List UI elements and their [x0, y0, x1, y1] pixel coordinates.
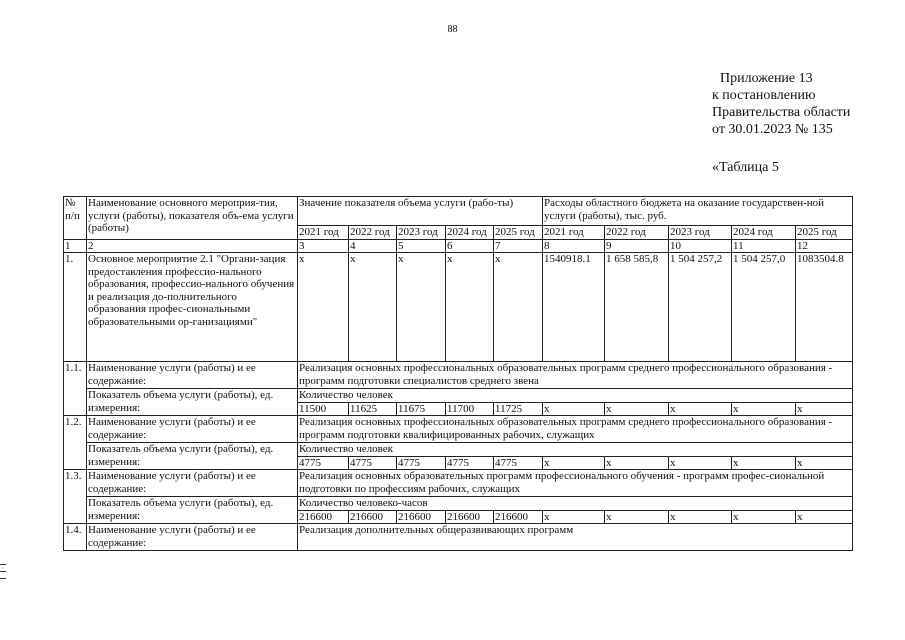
- header-expense-year: 2021 год: [543, 226, 605, 240]
- header-volume-year: 2024 год: [446, 226, 494, 240]
- volume-cell: 11700: [446, 402, 494, 416]
- row-num: 1.4.: [64, 524, 87, 551]
- column-number: 1: [64, 239, 87, 253]
- header-expense-year: 2022 год: [605, 226, 669, 240]
- indicator-unit: Количество человек: [298, 443, 853, 457]
- volume-cell: 11500: [298, 402, 349, 416]
- column-number-row: [64, 239, 853, 253]
- expense-cell: x: [543, 456, 605, 470]
- appendix-title: Приложение 13: [720, 71, 813, 86]
- header-expense-group: Расходы областного бюджета на оказание государствен-ной услуги (работы), тыс. руб.: [543, 197, 853, 226]
- service-content: Реализация основных профессиональных образовательных программ среднего профессионального образования - программ подготовки специалистов среднего звена: [298, 362, 853, 389]
- data-table: [63, 196, 853, 551]
- row-num: 1.1.: [64, 362, 87, 416]
- volume-cell: 11675: [397, 402, 446, 416]
- expense-cell: x: [605, 456, 669, 470]
- header-volume-year: 2021 год: [298, 226, 349, 240]
- column-number: 5: [397, 239, 446, 253]
- column-number: 6: [446, 239, 494, 253]
- indicator-label: Показатель объема услуги (работы), ед. измерения:: [87, 443, 298, 470]
- expense-cell: x: [605, 510, 669, 524]
- table-row-main-activity: [64, 253, 853, 362]
- volume-cell: 216600: [446, 510, 494, 524]
- column-number: 9: [605, 239, 669, 253]
- header-row: [64, 197, 853, 226]
- appendix-line: Правительства области: [712, 105, 851, 120]
- header-expense-year: 2024 год: [732, 226, 796, 240]
- volume-cell: x: [349, 253, 397, 362]
- indicator-label: Показатель объема услуги (работы), ед. измерения:: [87, 497, 298, 524]
- indicator-label: Показатель объема услуги (работы), ед. измерения:: [87, 389, 298, 416]
- expense-cell: x: [732, 510, 796, 524]
- expense-cell: x: [732, 402, 796, 416]
- expense-cell: x: [796, 402, 853, 416]
- volume-cell: 4775: [494, 456, 543, 470]
- volume-cell: x: [446, 253, 494, 362]
- column-number: 11: [732, 239, 796, 253]
- column-number: 3: [298, 239, 349, 253]
- service-name-label: Наименование услуги (работы) и ее содержание:: [87, 416, 298, 443]
- appendix-date: от 30.01.2023 № 135: [712, 122, 833, 137]
- expense-cell: x: [796, 456, 853, 470]
- header-num: № п/п: [64, 197, 87, 240]
- expense-cell: x: [543, 402, 605, 416]
- volume-cell: 4775: [397, 456, 446, 470]
- column-number: 7: [494, 239, 543, 253]
- column-number: 12: [796, 239, 853, 253]
- expense-cell: x: [669, 510, 732, 524]
- volume-cell: 11725: [494, 402, 543, 416]
- expense-cell: 1540918.1: [543, 253, 605, 362]
- expense-cell: 1083504.8: [796, 253, 853, 362]
- expense-cell: x: [669, 402, 732, 416]
- margin-mark: [0, 578, 6, 579]
- volume-cell: 216600: [298, 510, 349, 524]
- appendix-block: [712, 70, 850, 138]
- header-volume-group: Значение показателя объема услуги (рабо-ты): [298, 197, 543, 226]
- margin-mark: [0, 564, 6, 565]
- table-row-indicator: [64, 497, 853, 511]
- volume-cell: 4775: [298, 456, 349, 470]
- service-content: Реализация основных профессиональных образовательных программ среднего профессионального образования - программ подготовки квалифицированных рабочих, служащих: [298, 416, 853, 443]
- column-number: 10: [669, 239, 732, 253]
- table-row-service: [64, 470, 853, 497]
- volume-cell: x: [494, 253, 543, 362]
- activity-name: Основное мероприятие 2.1 "Органи-зация предоставления профессио-нального образования, профессио-нального обучения и реализация до-полнительного образования профес-сиональными образовательными ор-ганизациями": [87, 253, 298, 362]
- indicator-unit: Количество человек: [298, 389, 853, 403]
- expense-cell: x: [796, 510, 853, 524]
- row-num: 1.: [64, 253, 87, 362]
- expense-cell: 1 504 257,2: [669, 253, 732, 362]
- column-number: 8: [543, 239, 605, 253]
- table-label: «Таблица 5: [712, 160, 779, 175]
- expense-cell: x: [605, 402, 669, 416]
- header-volume-year: 2022 год: [349, 226, 397, 240]
- service-name-label: Наименование услуги (работы) и ее содержание:: [87, 524, 298, 551]
- margin-mark: [0, 571, 6, 572]
- row-num: 1.3.: [64, 470, 87, 524]
- row-num: 1.2.: [64, 416, 87, 470]
- table-row-service: [64, 362, 853, 389]
- header-volume-year: 2023 год: [397, 226, 446, 240]
- volume-cell: x: [397, 253, 446, 362]
- volume-cell: 216600: [349, 510, 397, 524]
- header-volume-year: 2025 год: [494, 226, 543, 240]
- table-row-service: [64, 416, 853, 443]
- header-expense-year: 2023 год: [669, 226, 732, 240]
- table-row-service: [64, 524, 853, 551]
- service-name-label: Наименование услуги (работы) и ее содержание:: [87, 470, 298, 497]
- service-content: Реализация дополнительных общеразвивающих программ: [298, 524, 853, 551]
- expense-cell: x: [732, 456, 796, 470]
- expense-cell: x: [543, 510, 605, 524]
- volume-cell: x: [298, 253, 349, 362]
- page-number: 88: [447, 24, 458, 35]
- expense-cell: 1 658 585,8: [605, 253, 669, 362]
- table-row-indicator: [64, 443, 853, 457]
- volume-cell: 11625: [349, 402, 397, 416]
- expense-cell: x: [669, 456, 732, 470]
- header-name: Наименование основного мероприя-тия, услуги (работы), показателя объ-ема услуги (работы): [87, 197, 298, 240]
- volume-cell: 4775: [446, 456, 494, 470]
- table-row-indicator: [64, 389, 853, 403]
- service-name-label: Наименование услуги (работы) и ее содержание:: [87, 362, 298, 389]
- service-content: Реализация основных образовательных программ профессионального обучения - программ профес-сиональной подготовки по профессиям рабочих, служащих: [298, 470, 853, 497]
- column-number: 2: [87, 239, 298, 253]
- appendix-line: к постановлению: [712, 88, 816, 103]
- volume-cell: 4775: [349, 456, 397, 470]
- indicator-unit: Количество человеко-часов: [298, 497, 853, 511]
- header-expense-year: 2025 год: [796, 226, 853, 240]
- volume-cell: 216600: [494, 510, 543, 524]
- column-number: 4: [349, 239, 397, 253]
- expense-cell: 1 504 257,0: [732, 253, 796, 362]
- volume-cell: 216600: [397, 510, 446, 524]
